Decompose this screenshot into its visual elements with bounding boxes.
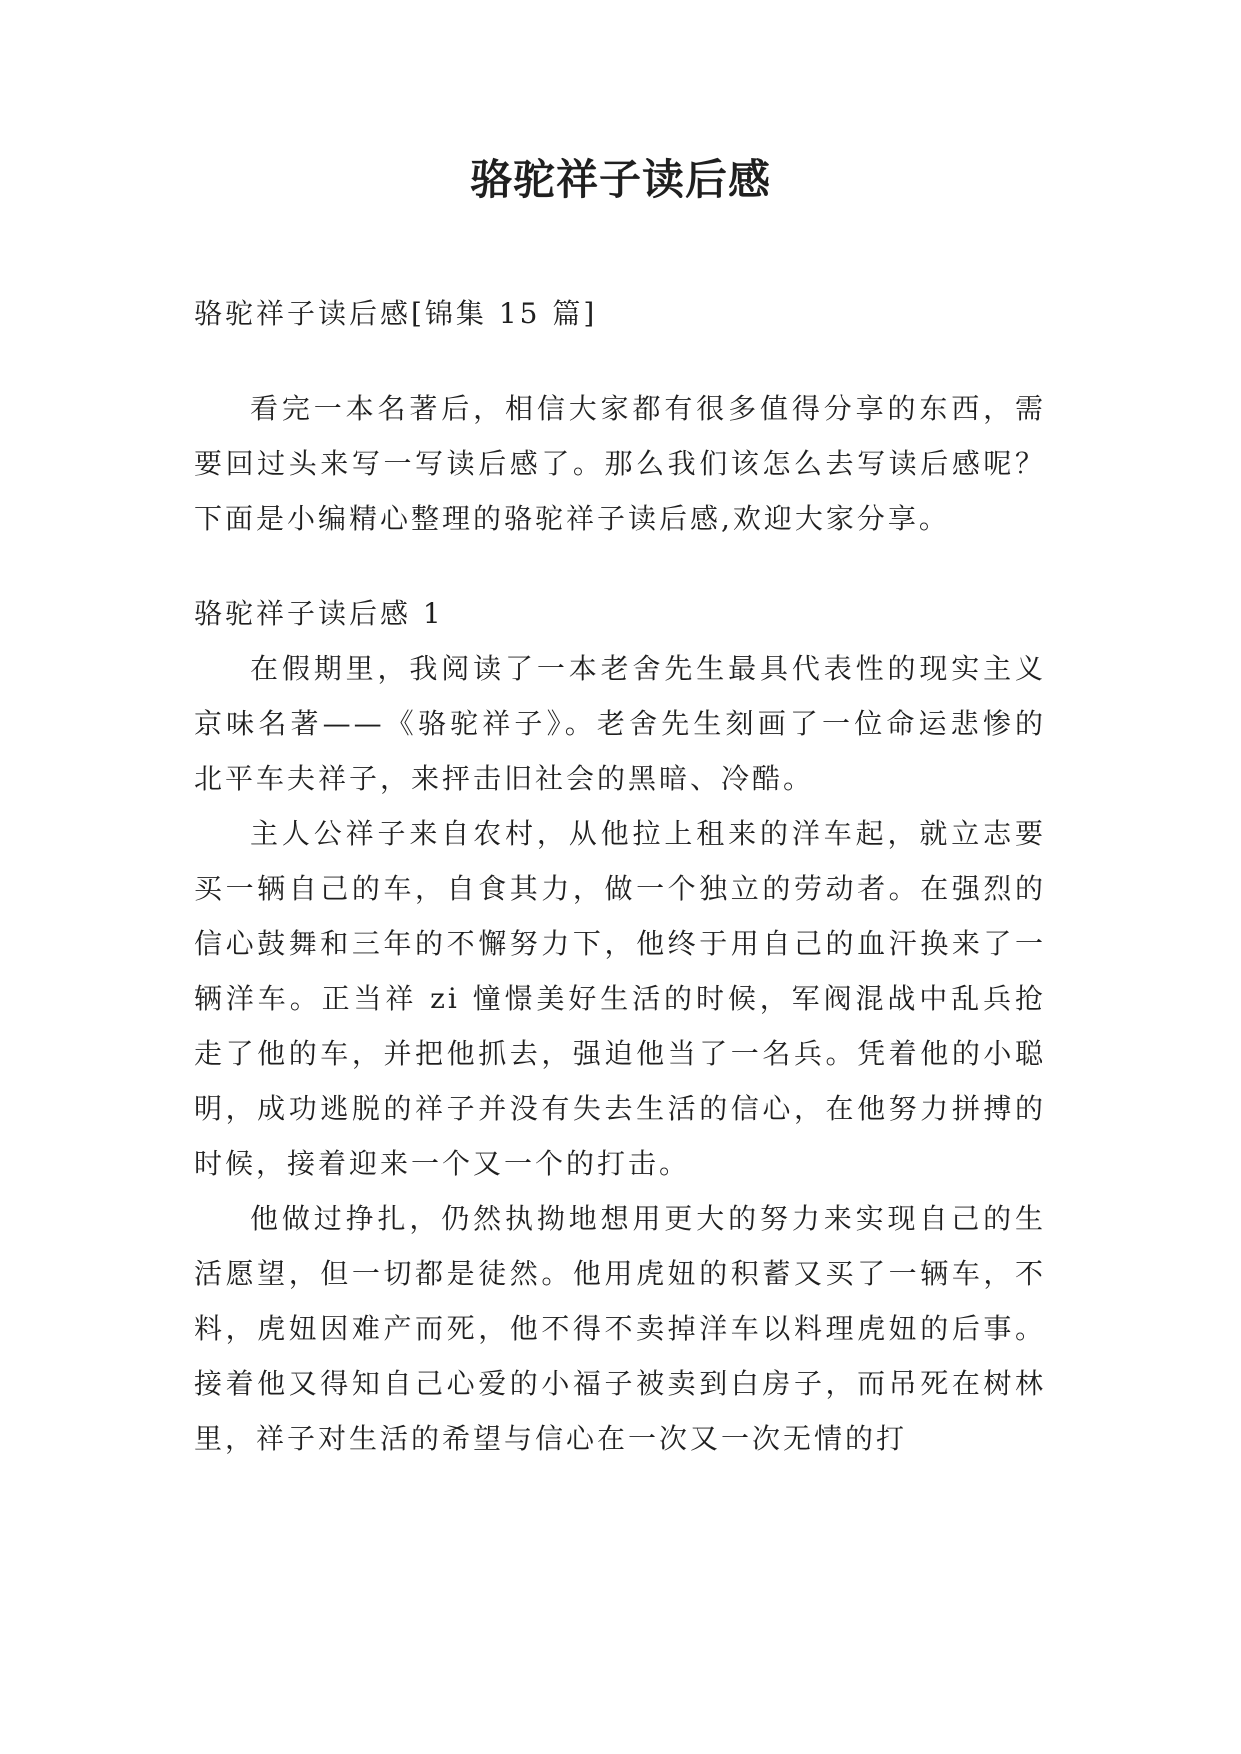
body-paragraph: 在假期里，我阅读了一本老舍先生最具代表性的现实主义京味名著——《骆驼祥子》。老舍先生刻画了一位命运悲惨的北平车夫祥子，来抨击旧社会的黑暗、冷酷。	[194, 652, 1046, 795]
document-body	[194, 286, 1046, 1466]
section-heading: 骆驼祥子读后感 1	[194, 597, 444, 630]
body-paragraph: 他做过挣扎，仍然执拗地想用更大的努力来实现自己的生活愿望，但一切都是徒然。他用虎妞的积蓄又买了一辆车，不料，虎妞因难产而死，他不得不卖掉洋车以料理虎妞的后事。接着他又得知自己心爱的小福子被卖到白房子，而吊死在树林里，祥子对生活的希望与信心在一次又一次无情的打	[194, 1202, 1046, 1455]
intro-paragraph: 看完一本名著后，相信大家都有很多值得分享的东西，需要回过头来写一写读后感了。那么我们该怎么去写读后感呢？下面是小编精心整理的骆驼祥子读后感,欢迎大家分享。	[194, 392, 1046, 535]
body-paragraph: 主人公祥子来自农村，从他拉上租来的洋车起，就立志要买一辆自己的车，自食其力，做一个独立的劳动者。在强烈的信心鼓舞和三年的不懈努力下，他终于用自己的血汗换来了一辆洋车。正当祥 zi 憧憬美好生活的时候，军阀混战中乱兵抢走了他的车，并把他抓去，强迫他当了一名兵。凭着他的小聪明，成功逃脱的祥子并没有失去生活的信心，在他努力拼搏的时候，接着迎来一个又一个的打击。	[194, 817, 1046, 1180]
document-subtitle: 骆驼祥子读后感[锦集 15 篇]	[194, 297, 598, 330]
document-title: 骆驼祥子读后感	[469, 155, 771, 204]
